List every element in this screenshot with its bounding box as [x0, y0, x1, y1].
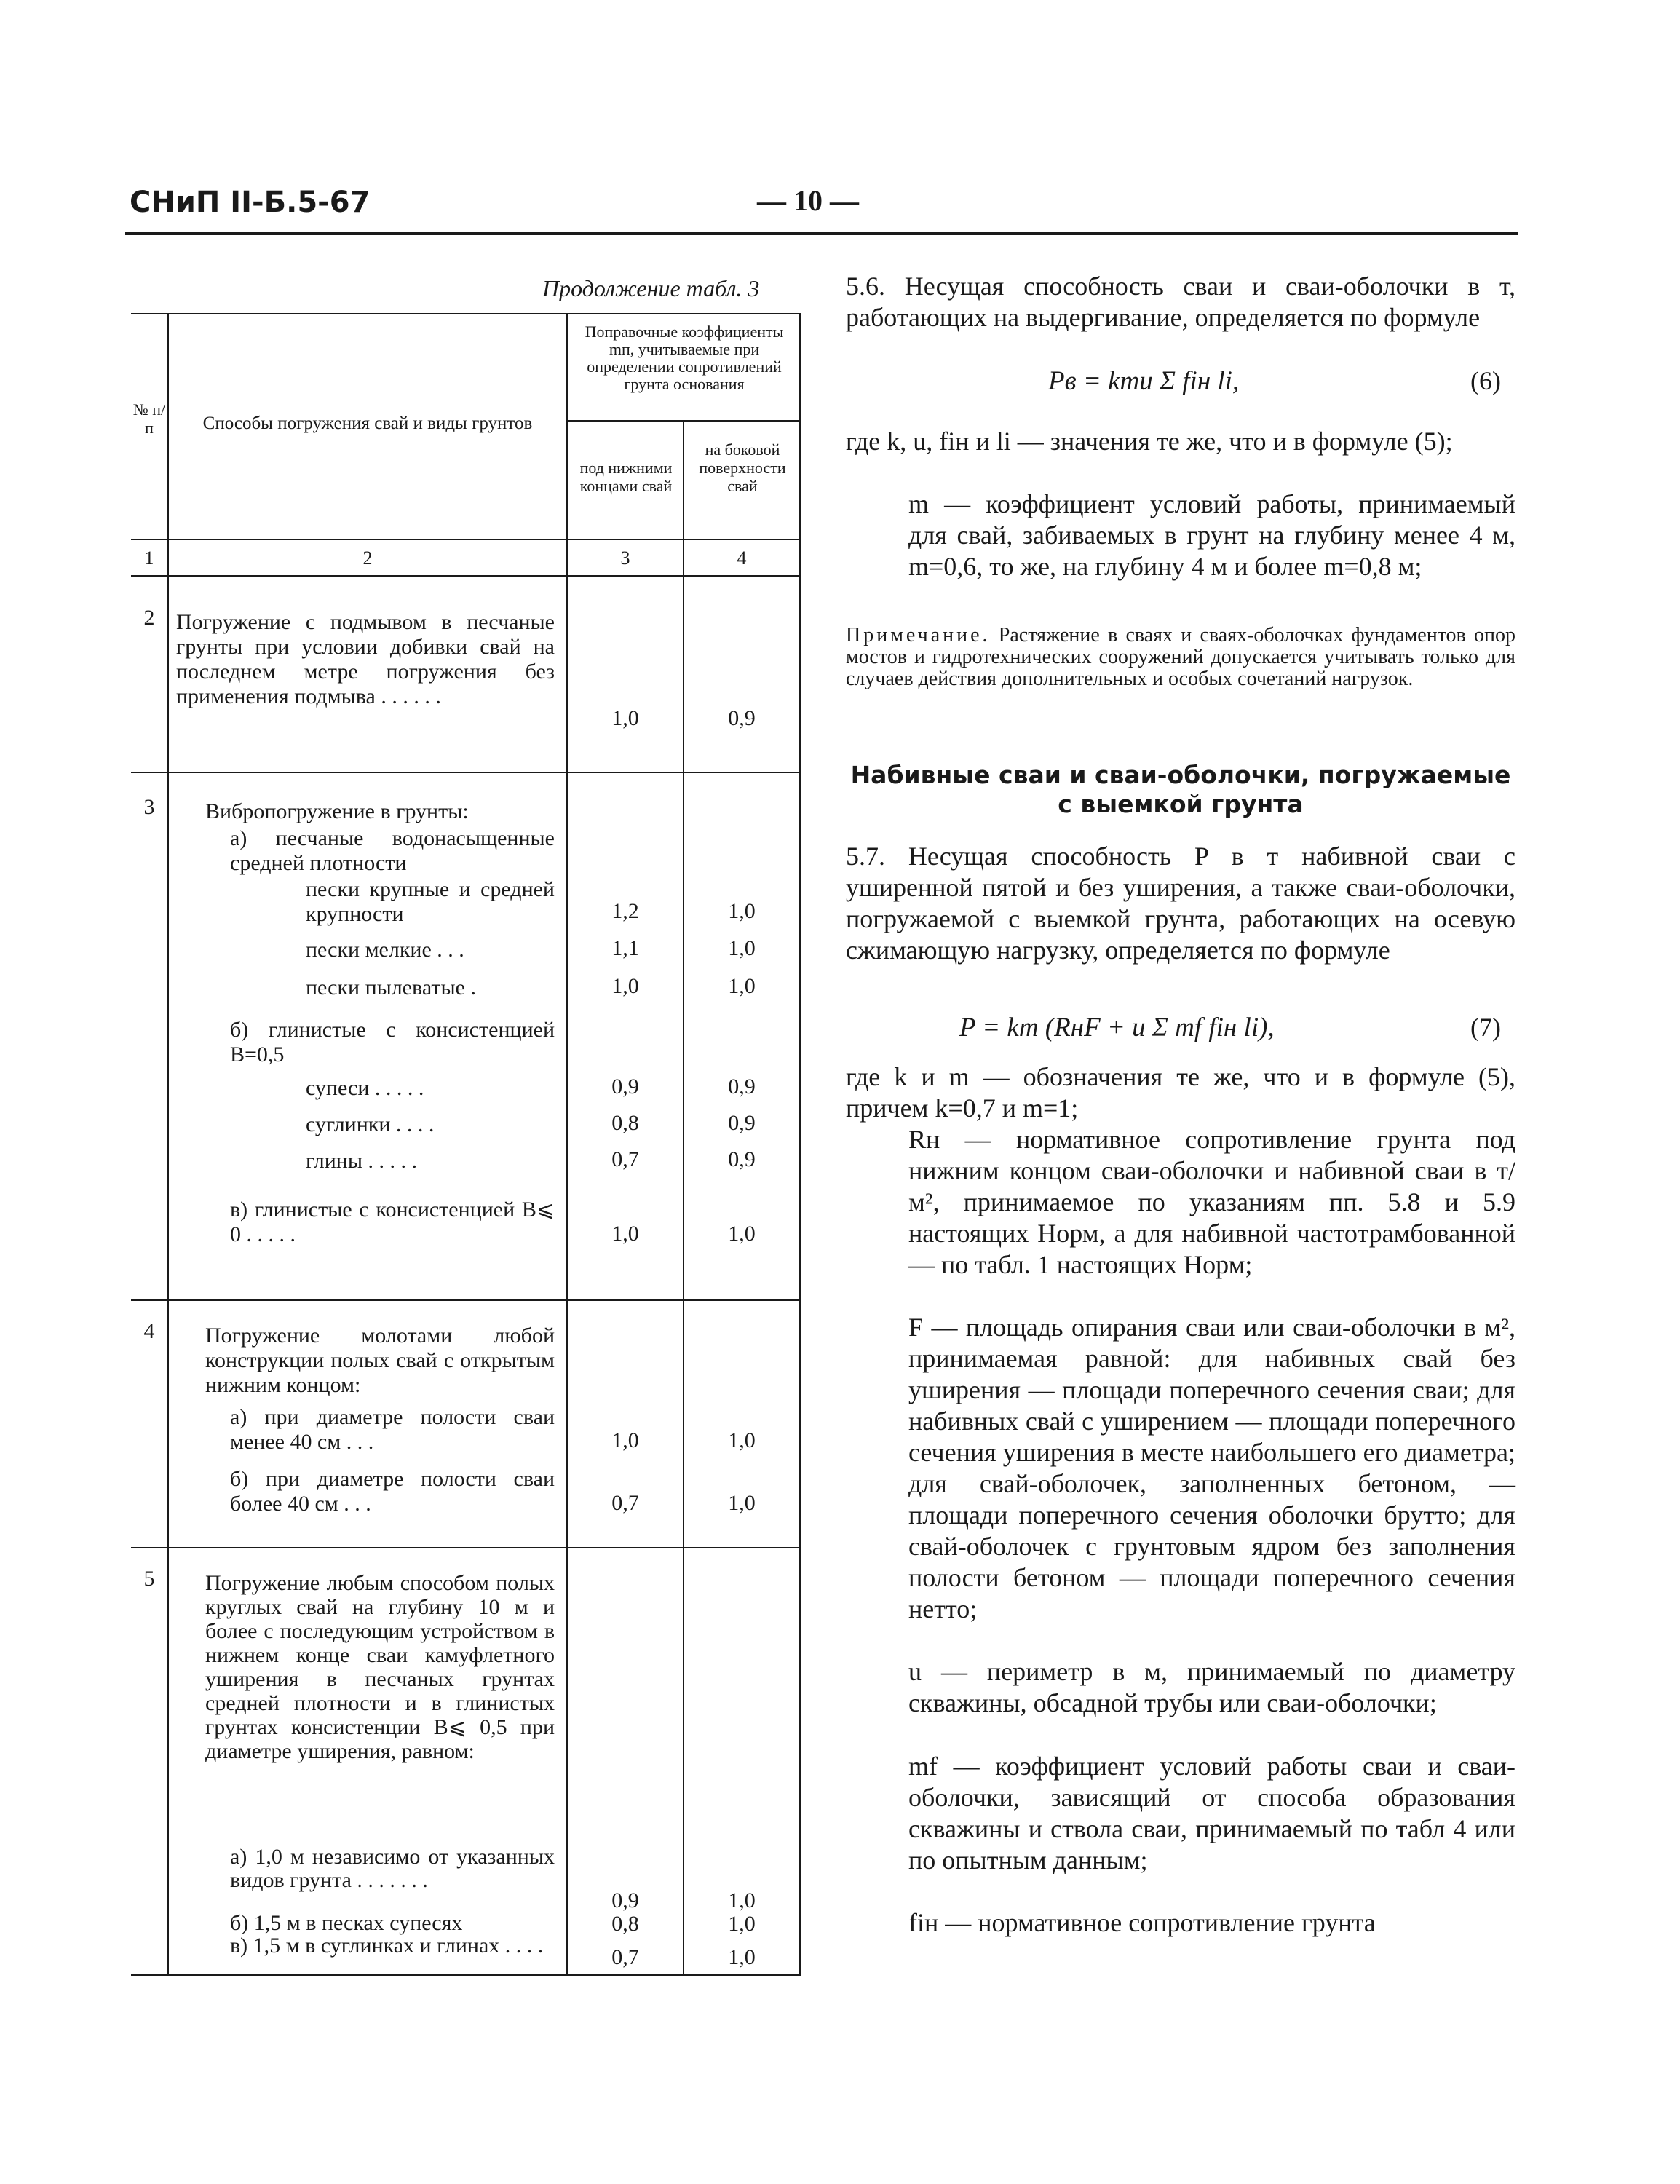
soil-item: суглинки . . . .	[306, 1112, 435, 1136]
col-divider	[683, 421, 684, 1974]
coef-side: 1,0	[728, 936, 756, 960]
coef-under: 1,1	[611, 936, 639, 960]
coef-side: 1,0	[728, 974, 756, 998]
coef-side: 0,9	[728, 706, 756, 730]
row-separator	[131, 772, 801, 773]
where-6-a: где k, u, fiн и li — значения те же, что и в формуле (5);	[846, 427, 1453, 456]
row-method-intro: Вибропогружение в грунты:	[205, 799, 469, 823]
coef-side: 0,9	[728, 1147, 756, 1171]
subgroup-label: а) песчаные водонасыщенные средней плотности	[230, 826, 555, 875]
soil-item: пески пылеватые .	[306, 976, 476, 1000]
coef-under: 1,0	[611, 1428, 639, 1452]
coef-under: 1,0	[611, 706, 639, 730]
coef-side: 0,9	[728, 1111, 756, 1135]
col-header-no: № п/п	[132, 400, 166, 437]
subgroup-label: б) при диаметре полости сваи более 40 см . . .	[230, 1467, 555, 1516]
col-divider	[799, 313, 801, 1974]
row-number: 4	[143, 1319, 155, 1343]
col-header-method: Способы погружения свай и виды грунтов	[202, 414, 533, 433]
section-heading: Набивные сваи и сваи-оболочки, погружаемые с выемкой грунта	[850, 761, 1511, 818]
coef-side: 1,0	[728, 1428, 756, 1452]
row-method-intro: Погружение молотами любой конструкции полых свай с открытым нижним концом:	[205, 1324, 555, 1397]
row-number: 2	[143, 606, 155, 630]
coef-side: 1,0	[728, 1491, 756, 1515]
coef-side: 1,0	[728, 1912, 756, 1936]
definition-rn: Rн — нормативное сопротивление грунта под нижним концом сваи-оболочки и набивной сваи в т/м², принимаемое по указаниям пп. 5.8 и 5.9 настоящих Норм, а для набивной частотрамбованной — по табл. 1 настоящих Норм;	[908, 1125, 1515, 1279]
formula-7-number: (7)	[1470, 1013, 1501, 1042]
header-rule	[125, 232, 1518, 235]
row-separator	[131, 1547, 801, 1548]
subgroup-label: б) глинистые с консистенцией B=0,5	[230, 1018, 555, 1067]
coef-under: 1,0	[611, 1222, 639, 1246]
paragraph-5-7: 5.7. Несущая способность P в т набивной сваи с уширенной пятой и без уширения, а также сваи-оболочки, погружаемой с выемкой грунта, работающих на осевую сжимающую нагрузку, определяется по формуле	[846, 842, 1515, 965]
formula-6: Pв = kmu Σ fiн li,	[1048, 366, 1240, 396]
subgroup-label: в) глинистые с консистенцией B⩽ 0 . . . . .	[230, 1198, 555, 1246]
coef-under: 1,2	[611, 899, 639, 923]
formula-6-number: (6)	[1470, 366, 1501, 395]
coef-side: 1,0	[728, 899, 756, 923]
coef-under: 0,7	[611, 1945, 639, 1969]
coef-under: 0,9	[611, 1075, 639, 1099]
row-number: 5	[143, 1567, 155, 1591]
definition-mf: mf — коэффициент условий работы сваи и сваи-оболочки, зависящий от способа образования скважины и ствола сваи, принимаемый по табл 4 или по опытным данным;	[908, 1752, 1515, 1875]
subgroup-label: а) 1,0 м независимо от указанных видов грунта . . . . . . .	[230, 1845, 555, 1892]
table-top-rule	[131, 313, 801, 314]
definition-k-m: где k и m — обозначения те же, что и в формуле (5), причем k=0,7 и m=1;	[846, 1062, 1515, 1123]
coef-side: 1,0	[728, 1222, 756, 1246]
coef-side: 1,0	[728, 1888, 756, 1912]
row-method-intro: Погружение любым способом полых круглых свай на глубину 10 м и более с последующим устройством в нижнем конце сваи камуфлетного уширения в песчаных грунтах средней плотности и в глинистых грунтах консистенции B⩽ 0,5 при диаметре уширения, равном:	[205, 1571, 555, 1763]
soil-item: пески крупные и средней крупности	[306, 877, 555, 926]
subgroup-label: в) 1,5 м в суглинках и глинах . . . .	[230, 1934, 544, 1958]
row-method-text: Погружение с подмывом в песчаные грунты при условии добивки свай на последнем метре погружения без применения подмыва . . . . . .	[176, 610, 555, 708]
soil-item: глины . . . . .	[306, 1149, 418, 1173]
col-header-coef-group: Поправочные коэффициенты mп, учитываемые при определении сопротивлений грунта основания	[585, 323, 784, 393]
coef-under: 0,8	[611, 1111, 639, 1135]
definition-f: F — площадь опирания сваи или сваи-оболочки в м², принимаемая равной: для набивных свай без уширения — площади поперечного сечения сваи; для набивных свай с уширением — площади поперечного сечения уширения в месте наибольшего его диаметра; для свай-оболочек, заполненных бетоном, — площади поперечного сечения оболочки брутто; для свай-оболочек с грунтовым ядром без заполнения полости бетоном — площади поперечного сечения нетто;	[908, 1313, 1515, 1623]
col-index: 4	[737, 547, 747, 569]
note-5-6	[846, 625, 1515, 690]
table-subhead-rule	[568, 420, 801, 422]
formula-7: P = km (RнF + u Σ mf fiн li),	[959, 1013, 1275, 1042]
paragraph-5-6: 5.6. Несущая способность сваи и сваи-оболочки в т, работающих на выдергивание, определяется по формуле	[846, 272, 1515, 332]
definition-fn: fiн — нормативное сопротивление грунта	[908, 1908, 1376, 1937]
page-number: — 10 —	[757, 184, 859, 217]
coef-under: 0,9	[611, 1888, 639, 1912]
soil-item: супеси . . . . .	[306, 1076, 424, 1100]
coef-under: 0,7	[611, 1147, 639, 1171]
document-code: СНиП II-Б.5-67	[130, 186, 371, 219]
col-index: 3	[620, 547, 630, 569]
row-separator	[131, 1299, 801, 1301]
table-index-rule	[131, 575, 801, 577]
note-text: Растяжение в сваях и сваях-оболочках фундаментов опор мостов и гидротехнических сооружений допускается учитывать только для случаев действия дополнительных и особых сочетаний нагрузок.	[846, 624, 1515, 690]
soil-item: пески мелкие . . .	[306, 938, 464, 962]
definition-u: u — периметр в м, принимаемый по диаметру скважины, обсадной трубы или сваи-оболочки;	[908, 1657, 1515, 1717]
col-index: 2	[362, 547, 373, 569]
table-header-rule	[131, 539, 801, 540]
col-header-under: под нижними концами свай	[579, 459, 673, 495]
subgroup-label: б) 1,5 м в песках супесях	[230, 1911, 463, 1935]
table-bottom-rule	[131, 1974, 801, 1976]
table-continuation: Продолжение табл. 3	[542, 275, 760, 301]
col-index: 1	[144, 547, 154, 569]
coef-under: 1,0	[611, 974, 639, 998]
row-number: 3	[143, 795, 155, 819]
where-6-b: m — коэффициент условий работы, принимаемый для свай, забиваемых в грунт на глубину менее 4 м, m=0,6, то же, на глубину 4 м и более m=0,8 м;	[908, 489, 1515, 581]
coef-side: 0,9	[728, 1075, 756, 1099]
coef-under: 0,7	[611, 1491, 639, 1515]
coef-under: 0,8	[611, 1912, 639, 1936]
col-header-side: на боковой поверхности свай	[699, 440, 786, 495]
note-label: Примечание.	[846, 624, 991, 646]
subgroup-label: а) при диаметре полости сваи менее 40 см . . .	[230, 1405, 555, 1454]
coef-side: 1,0	[728, 1945, 756, 1969]
